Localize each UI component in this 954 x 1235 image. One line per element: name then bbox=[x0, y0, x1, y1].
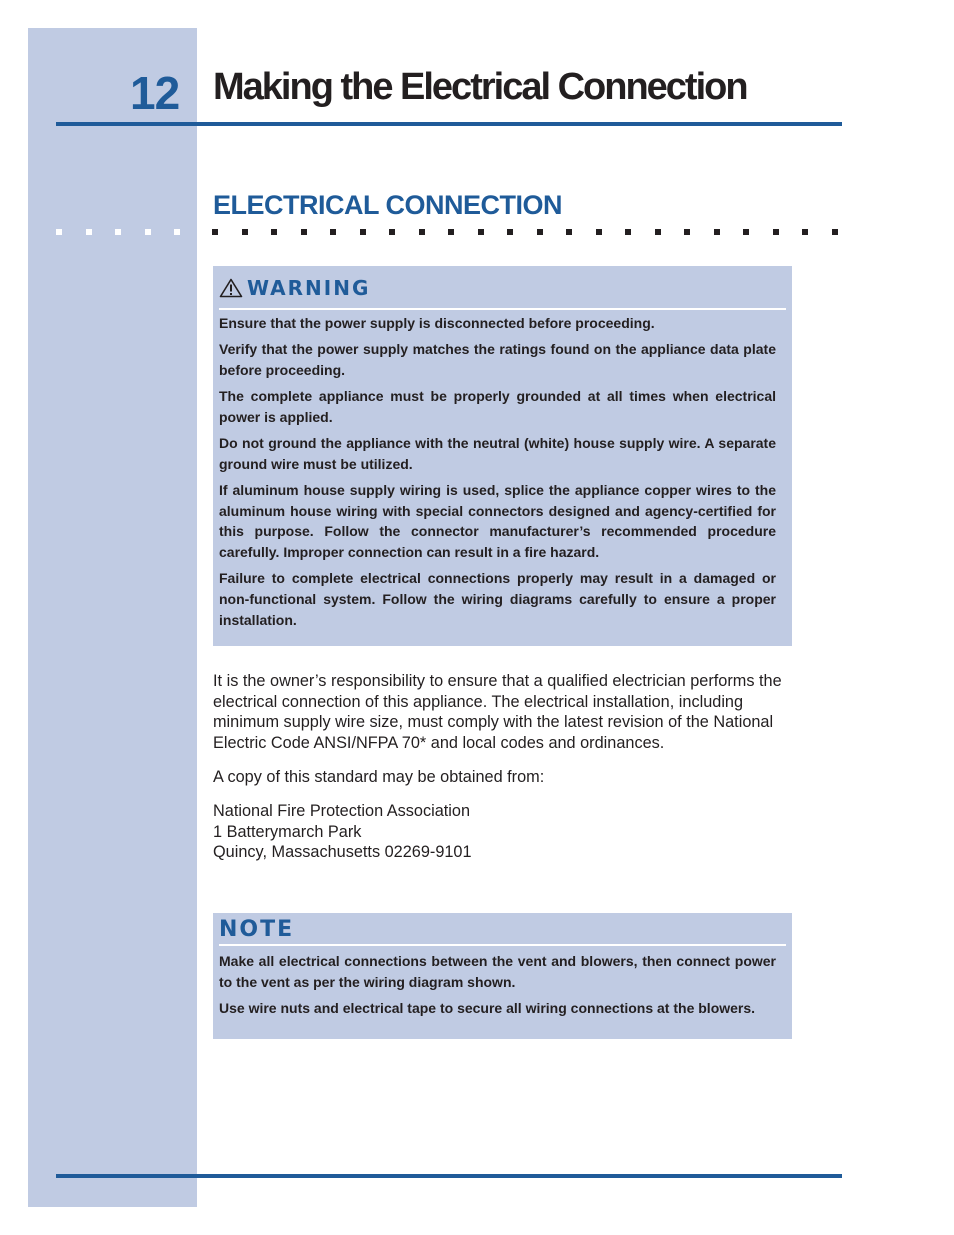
address-line: Quincy, Massachusetts 02269-9101 bbox=[213, 843, 472, 862]
divider-dot bbox=[360, 229, 366, 235]
warning-item: Ensure that the power supply is disconnected before proceeding. bbox=[219, 315, 655, 331]
note-item: Make all electrical connections between the vent and blowers, then connect power to the vent as per the wiring diagram shown. bbox=[219, 953, 776, 990]
warning-item: If aluminum house supply wiring is used, splice the appliance copper wires to the aluminum house wiring with special connectors designed and agency-certified for this purpose. Follow the connector manufacturer’s recommended procedure carefully. Improper connection can result in a fire hazard. bbox=[219, 481, 776, 561]
warning-item: Do not ground the appliance with the neutral (white) house supply wire. A separate ground wire must be utilized. bbox=[219, 435, 776, 472]
divider-dot bbox=[507, 229, 513, 235]
standard-paragraph: A copy of this standard may be obtained from: bbox=[213, 768, 545, 786]
warning-heading: WARNING bbox=[247, 276, 371, 300]
warning-list bbox=[219, 313, 776, 636]
warning-item: Verify that the power supply matches the ratings found on the appliance data plate before proceeding. bbox=[219, 341, 776, 378]
address-block bbox=[213, 801, 813, 863]
warning-item: Failure to complete electrical connections properly may result in a damaged or non-functional system. Follow the wiring diagrams carefully to ensure a proper installation. bbox=[219, 570, 776, 628]
divider-dot bbox=[802, 229, 808, 235]
divider-dot bbox=[743, 229, 749, 235]
divider-dot bbox=[448, 229, 454, 235]
sidebar-band bbox=[28, 28, 197, 1207]
note-heading: NOTE bbox=[219, 917, 295, 942]
address-line: National Fire Protection Association bbox=[213, 802, 471, 820]
divider-dot bbox=[271, 229, 277, 235]
section-heading: ELECTRICAL CONNECTION bbox=[213, 190, 563, 220]
divider-dot bbox=[330, 229, 336, 235]
divider-dot bbox=[832, 229, 838, 235]
divider-dot bbox=[684, 229, 690, 235]
warning-heading-row bbox=[219, 276, 370, 303]
note-heading-rule bbox=[219, 944, 786, 946]
divider-dot bbox=[478, 229, 484, 235]
header-rule bbox=[56, 122, 842, 126]
divider-dot bbox=[419, 229, 425, 235]
warning-triangle-icon bbox=[219, 278, 243, 303]
page-number: 12 bbox=[130, 67, 180, 119]
divider-dot bbox=[174, 229, 180, 235]
divider-dot bbox=[566, 229, 572, 235]
address-line: 1 Batterymarch Park bbox=[213, 822, 362, 841]
divider-dot bbox=[56, 229, 62, 235]
divider-dot bbox=[625, 229, 631, 235]
divider-dot bbox=[596, 229, 602, 235]
divider-dot bbox=[212, 229, 218, 235]
divider-dot bbox=[714, 229, 720, 235]
warning-box bbox=[213, 266, 792, 646]
divider-dot bbox=[115, 229, 121, 235]
divider-dot bbox=[242, 229, 248, 235]
divider-dot bbox=[145, 229, 151, 235]
note-item: Use wire nuts and electrical tape to secure all wiring connections at the blowers. bbox=[219, 999, 756, 1016]
divider-dot bbox=[389, 229, 395, 235]
divider-dot bbox=[537, 229, 543, 235]
note-list bbox=[219, 951, 776, 1024]
divider-dot bbox=[655, 229, 661, 235]
warning-heading-rule bbox=[219, 308, 786, 310]
responsibility-paragraph: It is the owner’s responsibility to ensure that a qualified electrician performs the electrical connection of this appliance. The electrical installation, including minimum supply wire size, must comply with the latest revision of the National Electric Code ANSI/NFPA 70* and local codes and ordinances. bbox=[213, 672, 782, 753]
divider-dot bbox=[301, 229, 307, 235]
divider-dot bbox=[86, 229, 92, 235]
footer-rule bbox=[56, 1174, 842, 1178]
note-box bbox=[213, 913, 792, 1039]
warning-item: The complete appliance must be properly grounded at all times when electrical power is applied. bbox=[219, 388, 776, 425]
page-title: Making the Electrical Connection bbox=[213, 66, 747, 108]
divider-dot bbox=[773, 229, 779, 235]
